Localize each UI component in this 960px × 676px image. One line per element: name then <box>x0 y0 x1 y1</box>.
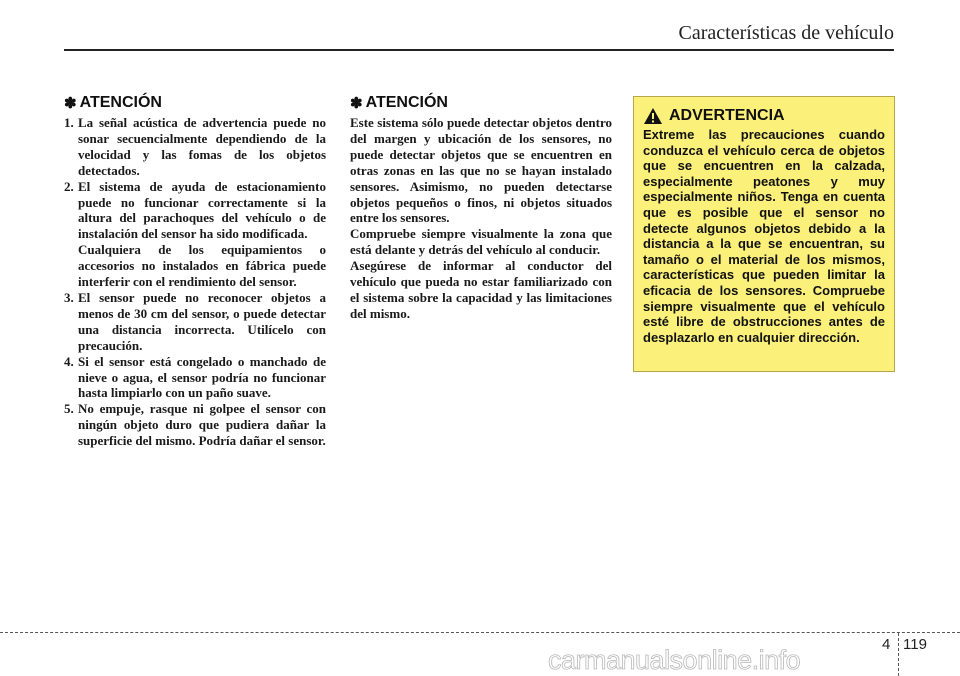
list-item-number: 3. <box>64 289 74 305</box>
warning-text: Extreme las precauciones cuando conduzca el vehículo cerca de objetos que se encuentren en la calzada, especialmente peatones y muy especialmente niños. Tenga en cuenta que es posible que el sensor no detecte algunos objetos debido a la distancia a la que se encuentran, su tamaño o el material de los mismos, características que pueden limitar la eficacia de los sensores. Compruebe siempre visualmente que el vehículo esté libre de obstrucciones antes de desplazarlo en cualquier dirección. <box>643 127 885 345</box>
asterisk-icon: ✽ <box>350 95 363 112</box>
warning-triangle-icon <box>643 107 663 125</box>
list-item-text: El sistema de ayuda de estacionamiento puede no funcionar correctamente si la altura del parachoques del vehículo o de instalación del sensor ha sido modificada. <box>78 178 326 242</box>
list-item-text: Cualquiera de los equipamientos o accesorios no instalados en fábrica puede interferir con el rendimiento del sensor. <box>78 242 326 290</box>
watermark: carmanualsonline.info <box>548 645 801 675</box>
footer-rule <box>0 632 960 633</box>
attention-paragraph: Compruebe siempre visualmente la zona que está delante y detrás del vehículo al conducir. <box>350 226 612 258</box>
list-item-text: Si el sensor está congelado o manchado de nieve o agua, el sensor podría no funcionar hasta limpiarlo con un paño suave. <box>78 353 326 401</box>
attention-heading-1 <box>64 94 326 112</box>
header-rule <box>64 49 894 51</box>
list-item-number: 2. <box>64 178 74 194</box>
attention-list <box>64 115 326 449</box>
list-item-number: 4. <box>64 353 74 369</box>
warning-box <box>633 96 895 372</box>
warning-heading-text: ADVERTENCIA <box>669 107 785 124</box>
attention-paragraph: Asegúrese de informar al conductor del vehículo que pueda no estar familiarizado con el sistema sobre la capacidad y las limitaciones del mismo. <box>350 258 612 321</box>
attention-list-item <box>64 354 326 402</box>
asterisk-icon: ✽ <box>64 95 77 112</box>
attention-heading-2 <box>350 94 612 112</box>
page-number: 119 <box>903 636 927 653</box>
attention-heading-text: ATENCIÓN <box>79 94 162 111</box>
attention-list-item <box>64 290 326 354</box>
attention-list-item <box>64 115 326 179</box>
attention-list-item <box>64 179 326 290</box>
list-item-number: 5. <box>64 401 74 417</box>
attention-heading-text: ATENCIÓN <box>365 94 448 111</box>
list-item-text: La señal acústica de advertencia puede no sonar secuencialmente dependiendo de la velocidad y las fomas de los objetos detectados. <box>78 115 326 178</box>
list-item-text: No empuje, rasque ni golpee el sensor con ningún objeto duro que pudiera dañar la superficie del mismo. Podría dañar el sensor. <box>78 401 326 449</box>
chapter-number: 4 <box>882 636 891 653</box>
warning-heading <box>643 107 885 125</box>
attention-column-1 <box>64 94 326 449</box>
attention-list-item <box>64 401 326 449</box>
list-item-number: 1. <box>64 115 74 130</box>
list-item-text: El sensor puede no reconocer objetos a menos de 30 cm del sensor, o puede detectar una distancia incorrecta. Utilícelo con precaución. <box>78 289 326 353</box>
attention-column-2 <box>350 94 612 322</box>
footer-divider <box>898 633 899 676</box>
header-title: Características de vehículo <box>678 22 894 44</box>
attention-paragraph: Este sistema sólo puede detectar objetos dentro del margen y ubicación de los sensores, no puede detectar objetos que se encuentren en otras zonas en las que no se hayan instalado sensores. Asimismo, no pueden detectarse objetos pequeños o finos, ni objetos situados entre los sensores. <box>350 115 612 226</box>
